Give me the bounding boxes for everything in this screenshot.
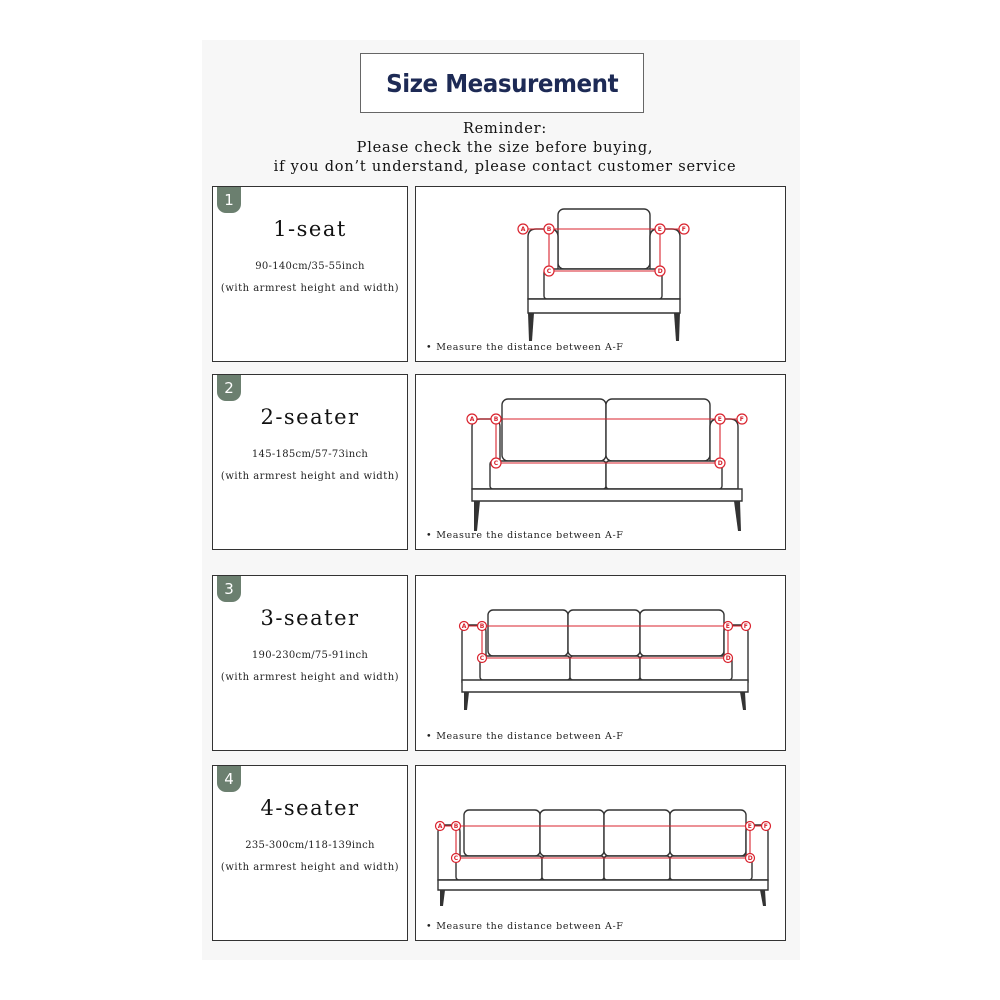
size-card-4-seater (212, 765, 408, 941)
seat-name: 3-seater (260, 606, 360, 630)
point-label: B (546, 226, 552, 234)
row-number-badge: 1 (217, 187, 241, 213)
point-label: D (657, 268, 663, 276)
point-label: D (747, 855, 753, 863)
measure-instruction: • Measure the distance between A-F (426, 731, 624, 742)
point-label: E (657, 226, 662, 234)
seat-name: 1-seat (273, 217, 347, 241)
seat-dimensions: 235-300cm/118-139inch (245, 840, 375, 851)
seat-note: (with armrest height and width) (220, 471, 400, 482)
point-label: F (763, 823, 768, 831)
sofa-diagram-2-seater (415, 374, 786, 550)
point-label: B (479, 623, 485, 631)
seat-name: 4-seater (260, 796, 360, 820)
point-label: C (493, 460, 499, 468)
sofa-2-seater-illustration (416, 375, 787, 551)
seat-note: (with armrest height and width) (220, 862, 400, 873)
point-label: C (546, 268, 552, 276)
reminder (210, 120, 800, 177)
reminder-heading: Reminder: (462, 121, 548, 137)
sofa-diagram-1-seat (415, 186, 786, 362)
seat-dimensions: 190-230cm/75-91inch (251, 650, 369, 661)
point-label: D (725, 655, 731, 663)
reminder-line: Please check the size before buying, (356, 140, 654, 156)
point-label: E (725, 623, 730, 631)
sofa-3-seater-illustration (416, 576, 787, 752)
point-label: F (739, 416, 744, 424)
point-label: E (747, 823, 752, 831)
reminder-line: if you don’t understand, please contact customer service (273, 159, 737, 175)
sofa-4-seater-illustration (416, 766, 787, 942)
measure-instruction: • Measure the distance between A-F (426, 921, 624, 932)
size-card-3-seater (212, 575, 408, 751)
page-title: Size Measurement (385, 68, 619, 98)
seat-dimensions: 90-140cm/35-55inch (255, 261, 365, 272)
measure-instruction: • Measure the distance between A-F (426, 530, 624, 541)
seat-note: (with armrest height and width) (220, 283, 400, 294)
seat-dimensions: 145-185cm/57-73inch (251, 449, 369, 460)
point-label: C (479, 655, 485, 663)
point-label: A (520, 226, 526, 234)
size-card-2-seater (212, 374, 408, 550)
title-box (360, 53, 644, 113)
row-number-badge: 2 (217, 375, 241, 401)
size-card-1-seat (212, 186, 408, 362)
point-label: A (437, 823, 443, 831)
seat-note: (with armrest height and width) (220, 672, 400, 683)
point-label: A (469, 416, 475, 424)
sofa-1-seat-illustration (416, 187, 787, 363)
sofa-diagram-4-seater (415, 765, 786, 941)
sofa-diagram-3-seater (415, 575, 786, 751)
row-number-badge: 3 (217, 576, 241, 602)
point-label: C (453, 855, 459, 863)
point-label: F (743, 623, 748, 631)
point-label: E (717, 416, 722, 424)
seat-name: 2-seater (260, 405, 360, 429)
point-label: D (717, 460, 723, 468)
point-label: A (461, 623, 467, 631)
point-label: B (453, 823, 459, 831)
point-label: B (493, 416, 499, 424)
point-label: F (681, 226, 686, 234)
measure-instruction: • Measure the distance between A-F (426, 342, 624, 353)
row-number-badge: 4 (217, 766, 241, 792)
